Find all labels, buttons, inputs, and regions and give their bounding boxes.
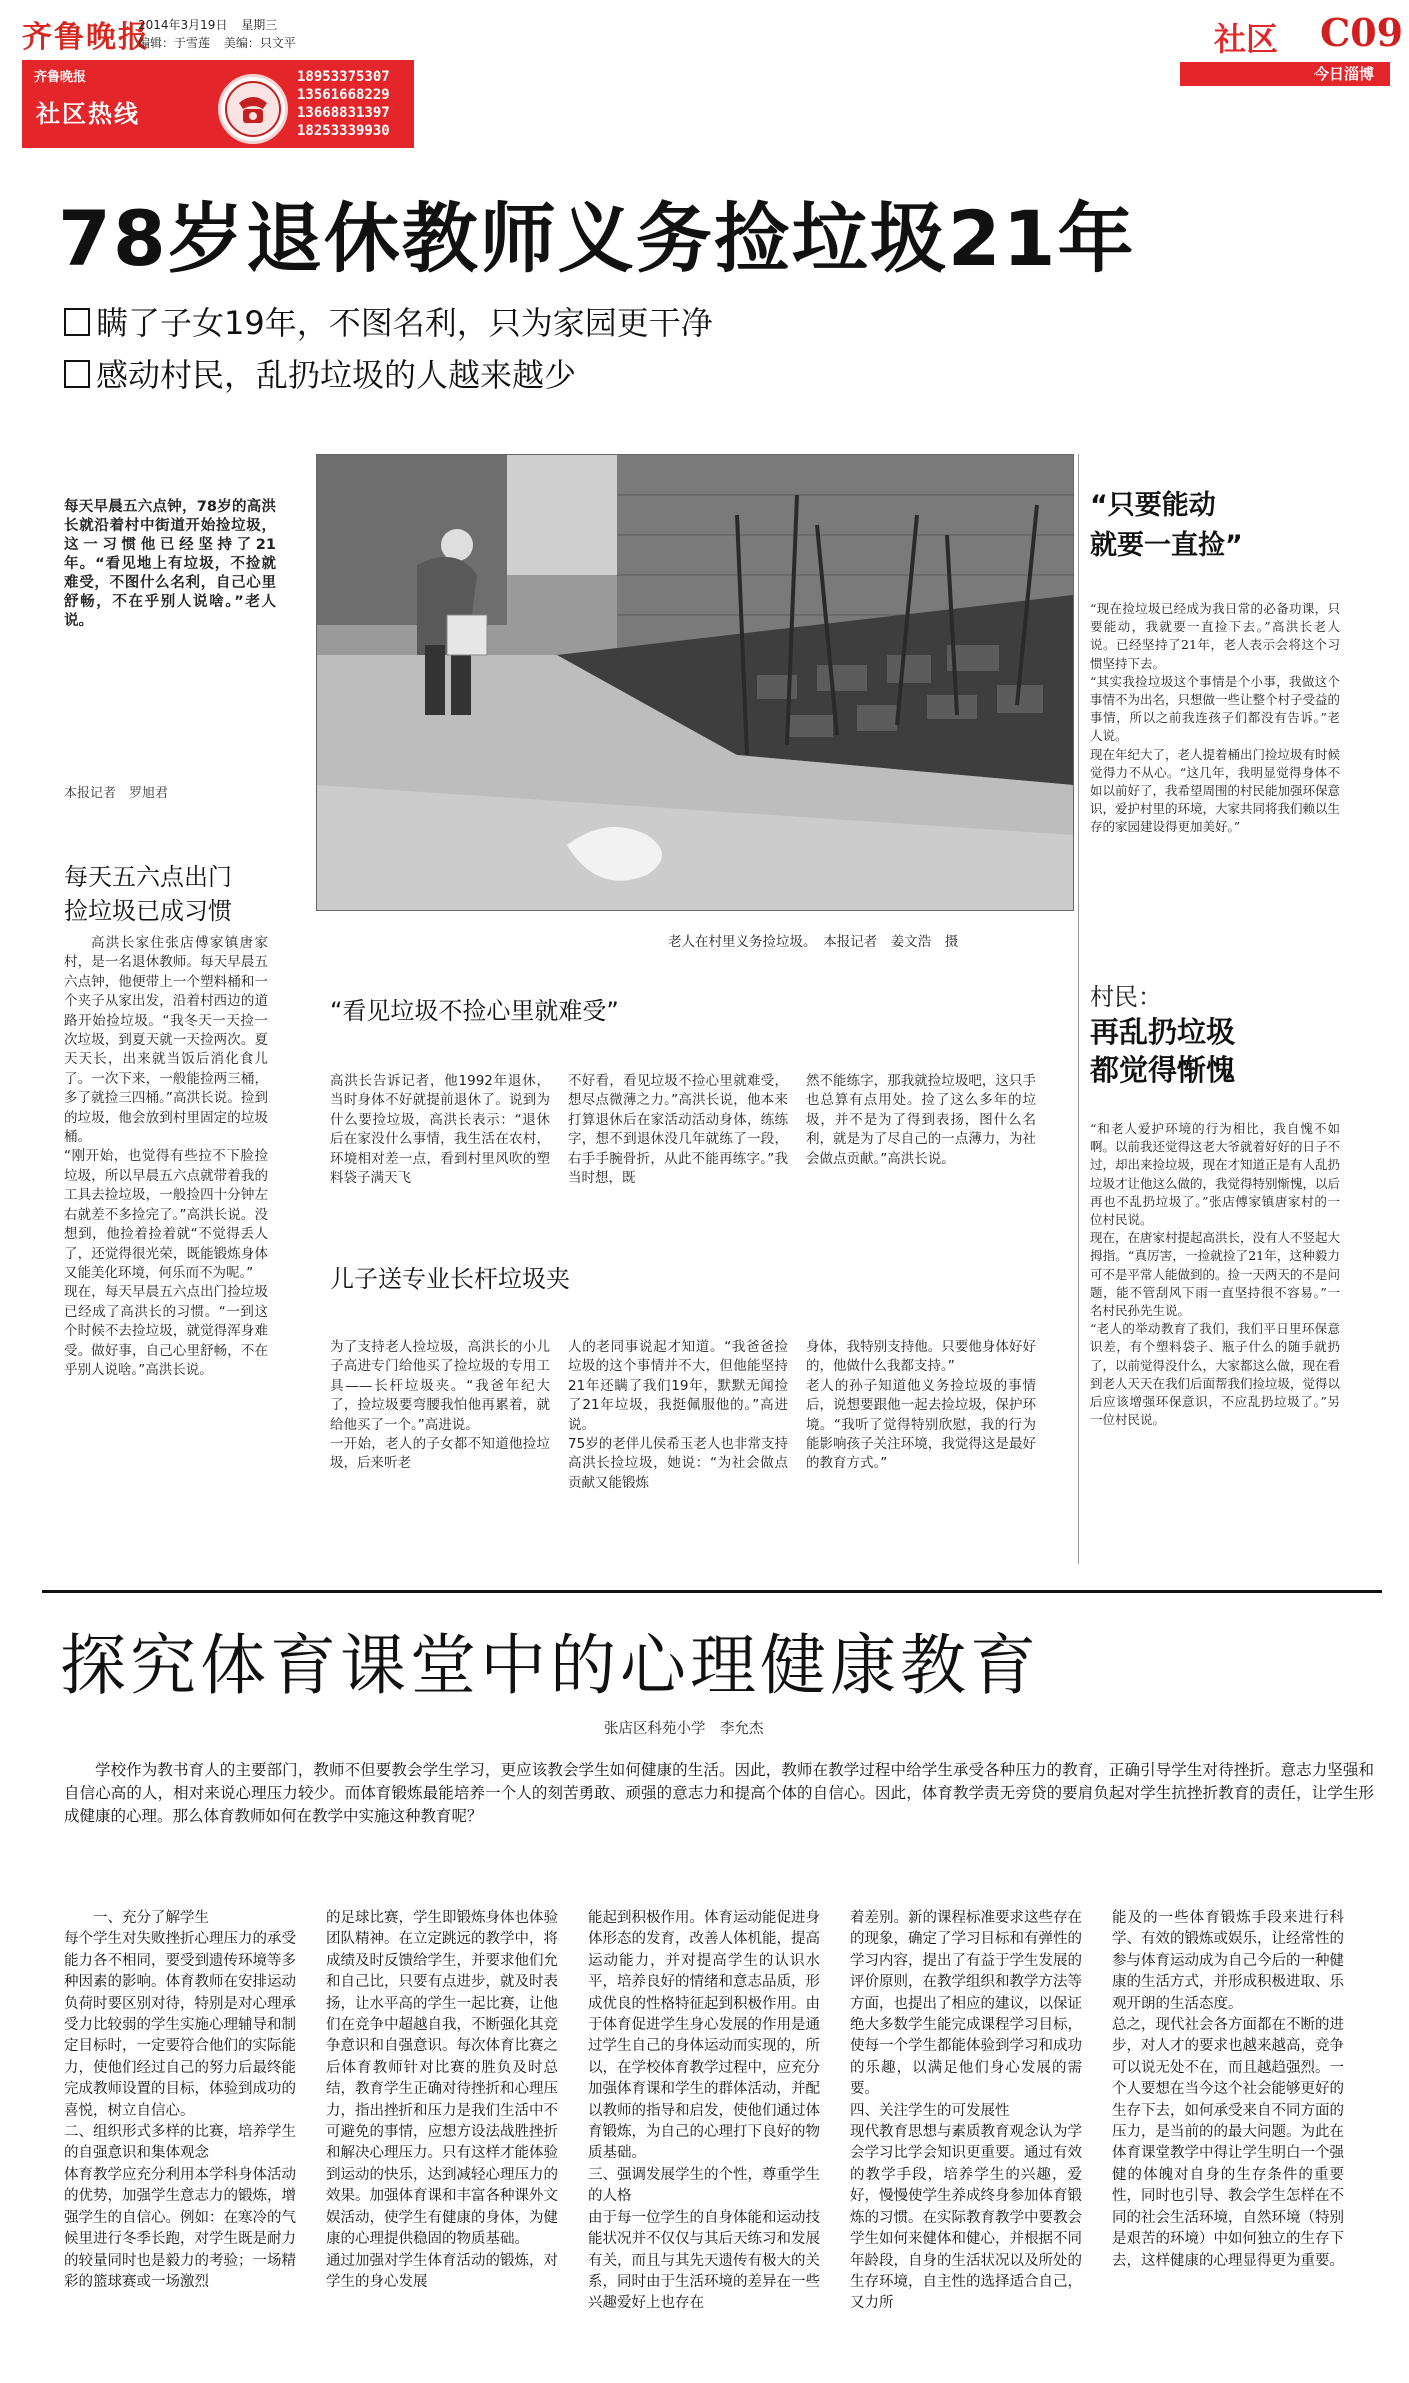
editor-line [138, 34, 306, 51]
hotline-title: 社区热线 [36, 100, 140, 128]
article1-column: 身体，我特别支持他。只要他身体好好的，他做什么我都支持。” 老人的孙子知道他义务捡垃圾的事情后，说想要跟他一起去捡垃圾，保护环境。“我听了觉得特别欣慰，我的行为能影响孩子关注环境，我觉得这是最好的教育方式。” [806, 1339, 1036, 1472]
article1-headline: 78岁退休教师义务捡垃圾21年 [58, 194, 1136, 283]
article1-subhead [64, 298, 713, 344]
article2-column: 能起到积极作用。体育运动能促进身体形态的发育，改善人体机能，提高运动能力，并对提高学生的认识水平，培养良好的情绪和意志品质，形成优良的性格特征起到积极作用。由于体育促进学生身心发展的作用是通过学生自己的身体运动而实现的，所以，在学校体育教学过程中，应充分加强体育课和学生的群体活动，并配以教师的指导和启发，使他们通过体育锻炼，为自己的心理打下良好的物质基础。 三、强调发展学生的个性，尊重学生的人格 由于每一位学生的自身体能和运动技能状况并不仅仅与其后天练习和发展有关，而且与其先天遗传有极大的关系，同时由于生活环境的差异在一些兴趣爱好上也存在 [588, 1910, 820, 2312]
article2-column: 能及的一些体育锻炼手段来进行科学、有效的锻炼或娱乐，让经常性的参与体育运动成为自己今后的一种健康的生活方式，并形成积极进取、乐观开朗的生活态度。 总之，现代社会各方面都在不断的进步，对人才的要求也越来越高，竞争可以说无处不在，而且越趋强烈。一个人要想在当今这个社会能够更好的生存下去，如何承受来自不同方面的压力，是当前的的最大问题。为此在体育课堂教学中得让学生明白一个强健的体魄对自身的生存条件的重要性，同时也引导、教会学生怎样在不同的社会生活环境，自然环境（特别是艰苦的环境）中如何独立的生存下去，这样健康的心理显得更为重要。 [1112, 1910, 1344, 2269]
community-hotline-banner [22, 60, 414, 148]
article1-column: 然不能练字，那我就捡垃圾吧，这只手也总算有点用处。捡了这么多年的垃圾，并不是为了得到表扬，图什么名利，就是为了尽自己的一点薄力，为社会做点贡献。”高洪长说。 [806, 1073, 1036, 1167]
section-name: 社区 [1214, 20, 1279, 58]
section-heading: 儿子送专业长杆垃圾夹 [330, 1265, 570, 1293]
column-divider [1078, 454, 1079, 1564]
section-heading: 每天五六点出门 捡垃圾已成习惯 [64, 863, 232, 925]
article2-headline: 探究体育课堂中的心理健康教育 [60, 1627, 1040, 1704]
telephone-icon [218, 74, 288, 144]
article1-lead: 每天早晨五六点钟，78岁的高洪长就沿着村中街道开始捡垃圾，这一习惯他已经坚持了21年。“看见地上有垃圾，不捡就难受，不图什么名利，自己心里舒畅，不在乎别人说啥。”老人说。 [64, 499, 276, 629]
article2-intro: 学校作为教书育人的主要部门，教师不但要教会学生学习，更应该教会学生如何健康的生活。因此，教师在教学过程中给学生承受各种压力的教育，正确引导学生对待挫折。意志力坚强和自信心高的人，相对来说心理压力较少。而体育锻炼最能培养一个人的刻苦勇敢、顽强的意志力和提高个体的自信心。因此，体育教学责无旁贷的要肩负起对学生抗挫折教育的责任，让学生形成健康的心理。那么体育教师如何在教学中实施这种教育呢？ [64, 1761, 1374, 1825]
villager-text: “和老人爱护环境的行为相比，我自愧不如啊。以前我还觉得这老大爷就着好好的日子不过，却出来捡垃圾，现在才知道正是有人乱扔垃圾才让他这么做的，我觉得特别惭愧，以后再也不乱扔垃圾了。”张店傅家镇唐家村的一位村民说。 现在，在唐家村提起高洪长，没有人不竖起大拇指。“真厉害，一捡就捡了21年，这种毅力可不是平常人能做到的。捡一天两天的不是问题，能不管刮风下雨一直坚持很不容易。”一名村民孙先生说。 “老人的举动教育了我们，我们平日里环保意识差，有个塑料袋子、瓶子什么的随手就扔了，以前觉得没什么，大家都这么做，现在看到老人天天在我们后面帮我们捡垃圾，觉得以后应该增强环保意识，不应乱扔垃圾了。”另一位村民说。 [1090, 1121, 1340, 1428]
photo-caption: 老人在村里义务捡垃圾。 本报记者 姜文浩 摄 [668, 934, 959, 950]
checkbox-icon [64, 360, 90, 388]
quote-heading: “只要能动 就要一直捡” [1090, 490, 1243, 561]
editor-name: 编辑：于雪莲 [138, 36, 211, 50]
article1-column: 人的老同事说起才知道。“我爸爸捡垃圾的这个事情并不大，但他能坚持21年还瞒了我们19年，默默无闻捡了21年垃圾，我挺佩服他的。”高进说。 75岁的老伴儿侯希玉老人也非常支持高洪长捡垃圾，她说：“为社会做点贡献又能锻炼 [568, 1339, 788, 1491]
hotline-phone-list [297, 68, 390, 140]
article1-column: 高洪长告诉记者，他1992年退休，当时身体不好就提前退休了。说到为什么要捡垃圾，高洪长表示：“退休后在家没什么事情，我生活在农村，环境相对差一点，看到村里风吹的塑料袋子满天飞 [330, 1073, 550, 1187]
villager-heading: 再乱扔垃圾 都觉得惭愧 [1090, 1015, 1236, 1087]
article2-column: 的足球比赛，学生即锻炼身体也体验团队精神。在立定跳远的教学中，将成绩及时反馈给学生，并要求他们允和自己比，只要有点进步，就及时表扬，让水平高的学生一起比赛，让他们在竞争中超越自我，不断强化其竞争意识和自强意识。每次体育比赛之后体育教师针对比赛的胜负及时总结，教育学生正确对待挫折和心理压力，指出挫折和压力是我们生活中不可避免的事情，应想方设法战胜挫折和解决心理压力。只有这样才能体验到运动的快乐，达到减轻心理压力的效果。加强体育课和丰富各种课外文娱活动，使学生有健康的身体，为健康的心理提供稳固的物质基础。 通过加强对学生体育活动的锻炼，对学生的身心发展 [326, 1910, 558, 2290]
article1-subhead [64, 350, 576, 396]
article2-column: 着差别。新的课程标准要求这些存在的现象，确定了学习目标和有弹性的学习内容，提出了有益于学生发展的评价原则，在教学组织和教学方法等方面，也提出了相应的建议，以保证绝大多数学生能完成课程学习目标，使每一个学生都能体验到学习和成功的乐趣，以满足他们身心发展的需要。 四、关注学生的可发展性 现代教育思想与素质教育观念认为学会学习比学会知识更重要。通过有效的教学手段，培养学生的兴趣，爱好，慢慢使学生养成终身参加体育锻炼的习惯。在实际教育教学中要教会学生如何来健体和健心，并根据不同年龄段，自身的生活状况以及所处的生存环境，自主性的选择适合自己，又力所 [850, 1910, 1082, 2312]
subhead-text: 感动村民，乱扔垃圾的人越来越少 [96, 356, 577, 394]
hotline-phone[interactable]: 18253339930 [297, 123, 390, 139]
article1-column: 高洪长家住张店傅家镇唐家村，是一名退休教师。每天早晨五六点钟，他便带上一个塑料桶和一个夹子从家出发，沿着村西边的道路开始捡垃圾。“我冬天一天捡一次垃圾，到夏天就一天捡两次。夏天天长，出来就当饭后消化食儿了。一次下来，一般能捡两三桶，多了就捡三四桶。”高洪长说。捡到的垃圾，他会放到村里固定的垃圾桶。 “刚开始，也觉得有些拉不下脸捡垃圾，所以早晨五六点就带着我的工具去捡垃圾，一般捡四十分钟左右就差不多捡完了。”高洪长说。没想到，他捡着捡着就“不觉得丢人了，还觉得很光荣，既能锻炼身体又能美化环境，何乐而不为呢。” 现在，每天早晨五六点出门捡垃圾已经成了高洪长的习惯。“一到这个时候不去捡垃圾，就觉得浑身难受。做好事，自己心里舒畅，不在乎别人说啥。”高洪长说。 [64, 935, 268, 1378]
issue-date: 2014年3月19日 [138, 18, 228, 32]
checkbox-icon [64, 308, 90, 336]
quote-text: “现在捡垃圾已经成为我日常的必备功课，只要能动，我就要一直捡下去。”高洪长老人说。已经坚持了21年，老人表示会将这个习惯坚持下去。 “其实我捡垃圾这个事情是个小事，我做这个事情不为出名，只想做一些让整个村子受益的事情，所以之前我连孩子们都没有告诉。”老人说。 现在年纪大了，老人提着桶出门捡垃圾有时候觉得力不从心。“这几年，我明显觉得身体不如以前好了，我希望周围的村民能加强环保意识，爱护村里的环境，大家共同将我们赖以生存的家园建设得更加美好。” [1090, 601, 1340, 835]
page-number: C09 [1320, 10, 1404, 55]
newspaper-logo: 齐鲁晚报 [22, 20, 150, 55]
edition-label: 今日淄博 [1180, 62, 1390, 86]
section-heading: “看见垃圾不捡心里就难受” [330, 997, 619, 1025]
article2-column: 一、充分了解学生 每个学生对失败挫折心理压力的承受能力各不相同，要受到遗传环境等多种因素的影响。体育教师在安排运动负荷时要区别对待，特别是对心理承受力比较弱的学生实施心理辅导和制定目标时，一定要符合他们的实际能力，使他们经过自己的努力后最终能完成教师设置的目标，体验到成功的喜悦，树立自信心。 二、组织形式多样的比赛，培养学生的自强意识和集体观念 体育教学应充分利用本学科身体活动的优势，加强学生意志力的锻炼，增强学生的自信心。例如：在寒冷的气候里进行冬季长跑，对学生既是耐力的较量同时也是毅力的考验；一场精彩的篮球赛或一场激烈 [64, 1910, 296, 2290]
article1-column: 为了支持老人捡垃圾，高洪长的小儿子高进专门给他买了捡垃圾的专用工具——长杆垃圾夹。“我爸年纪大了，捡垃圾要弯腰我怕他再累着，就给他买了一个。”高进说。 一开始，老人的子女都不知道他捡垃圾，后来听老 [330, 1339, 550, 1472]
subhead-text: 瞒了子女19年，不图名利，只为家园更干净 [96, 304, 713, 342]
issue-weekday: 星期三 [241, 18, 278, 32]
villager-label: 村民： [1090, 983, 1162, 1011]
designer-name: 美编：只文平 [223, 36, 296, 50]
issue-date-line [138, 16, 287, 33]
article1-column: 不好看，看见垃圾不捡心里就难受，想尽点微薄之力。”高洪长说，他本来打算退休后在家活动活动身体，练练字，想不到退休没几年就练了一段，右手手腕骨折，从此不能再练字。”我当时想，既 [568, 1073, 788, 1187]
hotline-logo: 齐鲁晚报 [34, 70, 87, 85]
article-photo [316, 454, 1074, 911]
article1-byline: 本报记者 罗旭君 [64, 786, 169, 801]
article2-author: 张店区科苑小学 李允杰 [604, 1721, 764, 1737]
hotline-phone[interactable]: 18953375307 [297, 69, 390, 85]
hotline-phone[interactable]: 13561668229 [297, 87, 390, 103]
section-divider [42, 1590, 1382, 1593]
hotline-phone[interactable]: 13668831397 [297, 105, 390, 121]
